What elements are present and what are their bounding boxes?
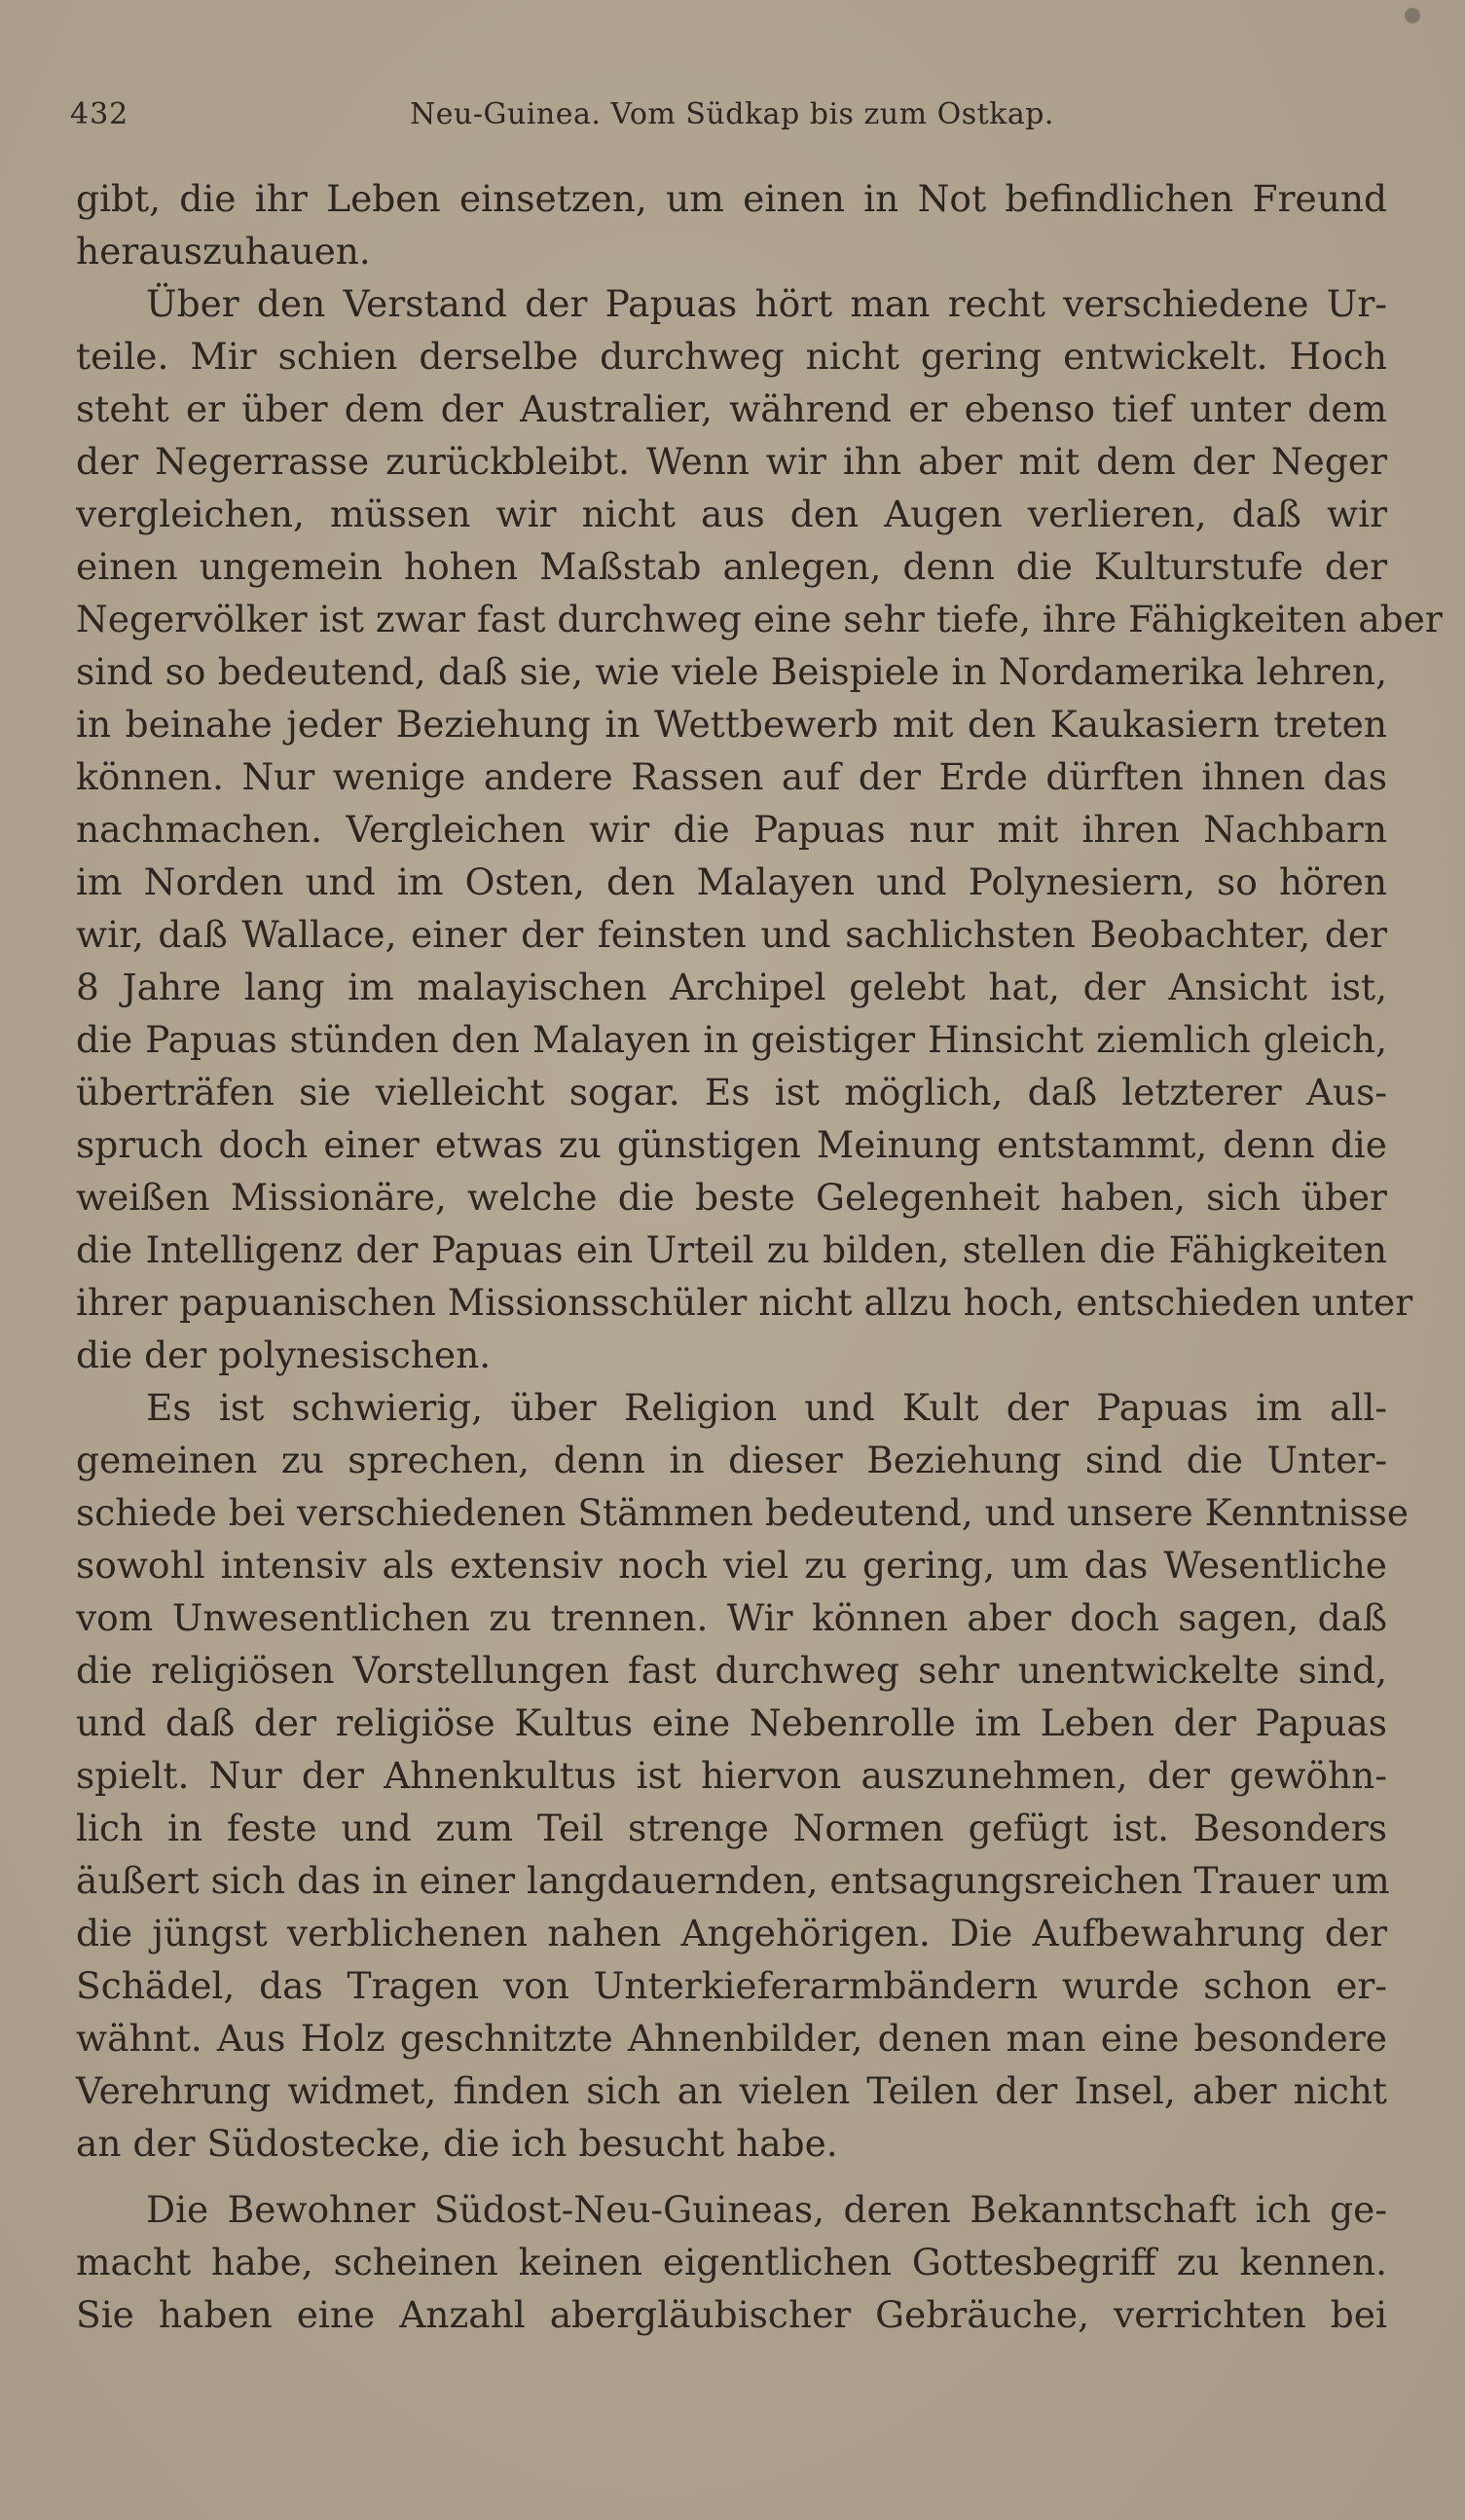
text-line: die Intelligenz der Papuas ein Urteil zu bilden, stellen die Fähigkeiten xyxy=(76,1228,1387,1271)
text-line: die der polynesischen. xyxy=(76,1333,492,1376)
text-line: vom Unwesentlichen zu trennen. Wir können aber doch sagen, daß xyxy=(76,1596,1387,1639)
running-title: Neu-Guinea. Vom Südkap bis zum Ostkap. xyxy=(410,97,1054,131)
text-line: die jüngst verblichenen nahen Angehörigen. Die Aufbewahrung der xyxy=(76,1912,1387,1954)
text-line: sowohl intensiv als extensiv noch viel zu gering, um das Wesentliche xyxy=(76,1544,1387,1587)
text-line: 8 Jahre lang im malayischen Archipel gelebt hat, der Ansicht ist, xyxy=(76,966,1387,1008)
text-line: Schädel, das Tragen von Unterkieferarmbändern wurde schon er- xyxy=(76,1964,1387,2007)
text-line: herauszuhauen. xyxy=(76,230,371,273)
text-line: teile. Mir schien derselbe durchweg nicht gering entwickelt. Hoch xyxy=(76,335,1387,378)
text-line: schiede bei verschiedenen Stämmen bedeutend, und unsere Kenntnisse xyxy=(76,1491,1410,1534)
text-line: gemeinen zu sprechen, denn in dieser Beziehung sind die Unter- xyxy=(76,1439,1387,1481)
text-line: der Negerrasse zurückbleibt. Wenn wir ihn aber mit dem der Neger xyxy=(76,440,1387,483)
text-line: Die Bewohner Südost-Neu-Guineas, deren Bekanntschaft ich ge- xyxy=(146,2188,1387,2231)
running-head xyxy=(70,95,1394,134)
text-line: und daß der religiöse Kultus eine Nebenrolle im Leben der Papuas xyxy=(76,1701,1387,1744)
text-line: überträfen sie vielleicht sogar. Es ist möglich, daß letzterer Aus- xyxy=(76,1071,1387,1114)
text-line: äußert sich das in einer langdauernden, entsagungsreichen Trauer um xyxy=(76,1859,1390,1902)
page-number: 432 xyxy=(70,97,129,131)
text-line: an der Südostecke, die ich besucht habe. xyxy=(76,2122,838,2165)
text-line: die Papuas stünden den Malayen in geistiger Hinsicht ziemlich gleich, xyxy=(76,1018,1387,1061)
body-text xyxy=(76,172,1443,2341)
text-line: macht habe, scheinen keinen eigentlichen Gottesbegriff zu kennen. xyxy=(76,2241,1387,2283)
text-line: spruch doch einer etwas zu günstigen Meinung entstammt, denn die xyxy=(76,1123,1387,1166)
text-line: lich in feste und zum Teil strenge Normen gefügt ist. Besonders xyxy=(76,1807,1387,1849)
text-line: steht er über dem der Australier, während er ebenso tief unter dem xyxy=(76,387,1387,430)
text-line: die religiösen Vorstellungen fast durchweg sehr unentwickelte sind, xyxy=(76,1649,1387,1692)
text-line: weißen Missionäre, welche die beste Gelegenheit haben, sich über xyxy=(76,1176,1387,1219)
text-line: in beinahe jeder Beziehung in Wettbewerb mit den Kaukasiern treten xyxy=(76,703,1387,746)
text-line: gibt, die ihr Leben einsetzen, um einen in Not befindlichen Freund xyxy=(76,177,1387,220)
text-line: Es ist schwierig, über Religion und Kult der Papuas im all- xyxy=(146,1386,1387,1429)
text-line: einen ungemein hohen Maßstab anlegen, denn die Kulturstufe der xyxy=(76,545,1387,588)
text-line: nachmachen. Vergleichen wir die Papuas nur mit ihren Nachbarn xyxy=(76,808,1387,851)
text-line: Verehrung widmet, finden sich an vielen Teilen der Insel, aber nicht xyxy=(76,2069,1387,2112)
paragraph-gap xyxy=(76,2170,1387,2183)
text-line: Sie haben eine Anzahl abergläubischer Gebräuche, verrichten bei xyxy=(76,2293,1387,2336)
text-line: vergleichen, müssen wir nicht aus den Augen verlieren, daß wir xyxy=(76,493,1387,535)
paragraph xyxy=(76,1381,1410,2170)
text-line: sind so bedeutend, daß sie, wie viele Beispiele in Nordamerika lehren, xyxy=(76,650,1387,693)
paragraph xyxy=(76,2183,1387,2341)
text-line: im Norden und im Osten, den Malayen und Polynesiern, so hören xyxy=(76,860,1387,903)
text-line: ihrer papuanischen Missionsschüler nicht allzu hoch, entschieden unter xyxy=(76,1281,1413,1324)
paragraph xyxy=(76,277,1443,1381)
text-line: spielt. Nur der Ahnenkultus ist hiervon auszunehmen, der gewöhn- xyxy=(76,1754,1387,1797)
corner-spot-mark xyxy=(1405,8,1420,23)
text-line: wähnt. Aus Holz geschnitzte Ahnenbilder, denen man eine besondere xyxy=(76,2017,1387,2060)
text-line: Über den Verstand der Papuas hört man recht verschiedene Ur- xyxy=(146,282,1387,325)
paragraph xyxy=(76,172,1387,277)
text-line: wir, daß Wallace, einer der feinsten und sachlichsten Beobachter, der xyxy=(76,913,1387,956)
text-line: Negervölker ist zwar fast durchweg eine sehr tiefe, ihre Fähigkeiten aber xyxy=(76,598,1443,640)
text-line: können. Nur wenige andere Rassen auf der Erde dürften ihnen das xyxy=(76,755,1387,798)
